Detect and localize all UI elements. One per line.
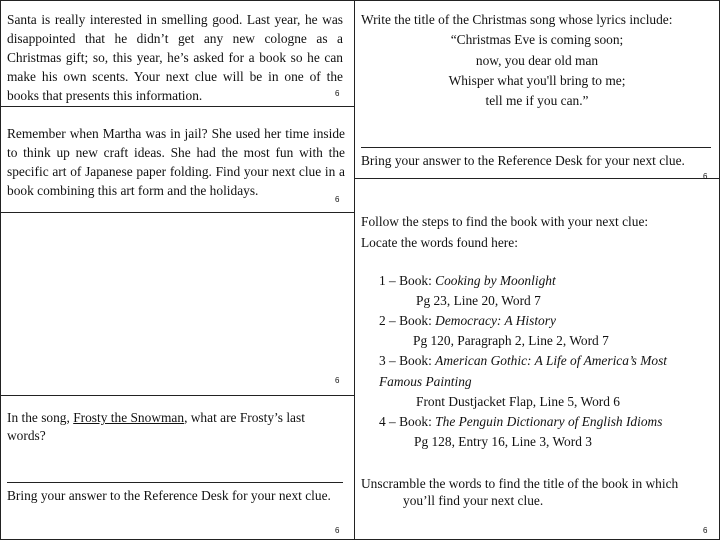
step-2-book <box>379 311 556 331</box>
song-answer-note: Bring your answer to the Reference Desk for your next clue. <box>361 153 685 168</box>
step-3-prefix: 3 – Book: <box>379 353 436 368</box>
left-divider-1 <box>0 106 355 107</box>
song-page-number: 6 <box>703 172 708 181</box>
step-4-location: Pg 128, Entry 16, Line 3, Word 3 <box>414 434 592 449</box>
step-3-location: Front Dustjacket Flap, Line 5, Word 6 <box>416 394 620 409</box>
frosty-page-number: 6 <box>335 526 340 535</box>
frosty-answer-line <box>7 482 343 483</box>
santa-page-number: 6 <box>335 89 340 98</box>
step-1-title: Cooking by Moonlight <box>435 273 556 288</box>
blank-card-page-number: 6 <box>335 376 340 385</box>
sheet-top-border <box>0 0 720 1</box>
step-1-book <box>379 271 556 291</box>
frosty-song-title: Frosty the Snowman <box>73 410 185 425</box>
step-3-book <box>379 351 667 371</box>
step-1-prefix: 1 – Book: <box>379 273 436 288</box>
steps-page-number: 6 <box>703 526 708 535</box>
martha-page-number: 6 <box>335 195 340 204</box>
song-answer-line <box>361 147 711 148</box>
frosty-question-suffix: , what are Frosty’s last words? <box>7 410 305 443</box>
steps-outro-1: Unscramble the words to find the title of the book in which <box>361 476 679 491</box>
step-2-location: Pg 120, Paragraph 2, Line 2, Word 7 <box>413 333 609 348</box>
song-lyric-4: tell me if you can.” <box>485 93 589 108</box>
step-4-title: The Penguin Dictionary of English Idioms <box>435 414 663 429</box>
steps-intro-2: Locate the words found here: <box>361 235 518 250</box>
step-1-location: Pg 23, Line 20, Word 7 <box>416 293 541 308</box>
step-3-title: American Gothic: A Life of America’s Most <box>435 353 668 368</box>
step-2-title: Democracy: A History <box>435 313 556 328</box>
frosty-question <box>7 409 337 445</box>
frosty-question-prefix: In the song, <box>7 410 74 425</box>
song-lyric-3: Whisper what you'll bring to me; <box>448 73 626 88</box>
right-divider-1 <box>354 178 720 179</box>
martha-clue-text: Remember when Martha was in jail? She used her time inside to think up new craft ideas. She had the most fun with the specific art of Japanese paper folding. Find your next clue in a book combining this art form and the holidays. <box>7 126 345 198</box>
step-4-prefix: 4 – Book: <box>379 414 436 429</box>
song-lyric-1: “Christmas Eve is coming soon; <box>450 32 624 47</box>
left-card-frame <box>0 212 355 396</box>
steps-intro-1: Follow the steps to find the book with your next clue: <box>361 214 649 229</box>
song-prompt: Write the title of the Christmas song whose lyrics include: <box>361 12 673 27</box>
frosty-answer-note: Bring your answer to the Reference Desk for your next clue. <box>7 488 331 503</box>
song-lyric-2: now, you dear old man <box>475 53 599 68</box>
step-3-title-continued: Famous Painting <box>379 374 472 389</box>
santa-clue-text: Santa is really interested in smelling good. Last year, he was disappointed that he didn’t get any new cologne as a Christmas gift; so, this year, he’s asked for a book so he can make his own scents. Your next clue will be in one of the books that presents this information. <box>7 12 343 103</box>
step-2-prefix: 2 – Book: <box>379 313 436 328</box>
steps-outro-2: you’ll find your next clue. <box>403 493 544 508</box>
step-4-book <box>379 412 662 432</box>
